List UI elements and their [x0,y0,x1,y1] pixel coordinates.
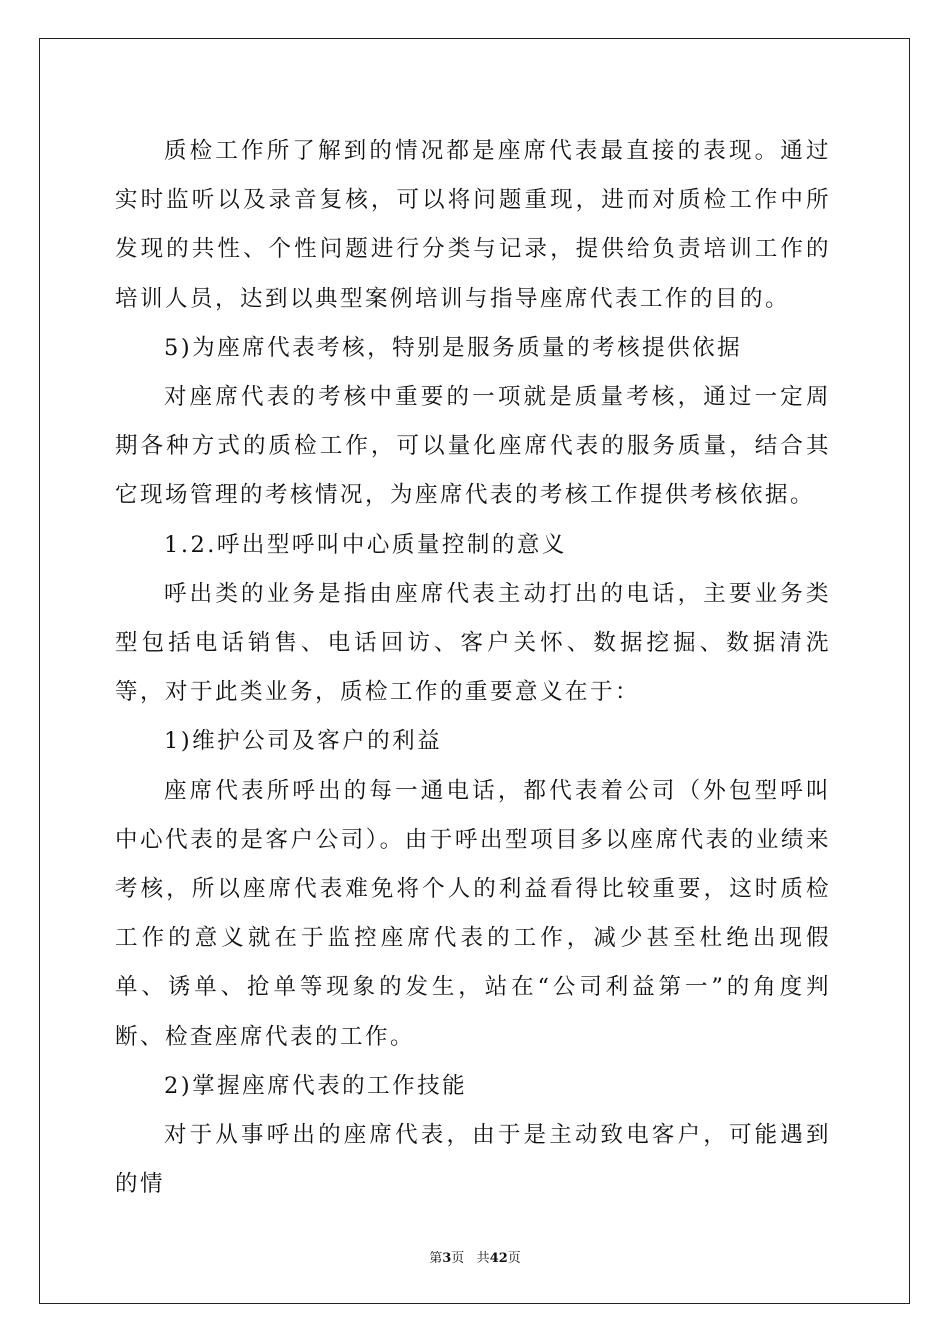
document-body [115,127,831,1209]
total-unit: 页 [507,1251,521,1266]
paragraph-quality-reflection: 质检工作所了解到的情况都是座席代表最直接的表现。通过实时监听以及录音复核，可以将问题重现，进而对质检工作中所发现的共性、个性问题进行分类与记录，提供给负责培训工作的培训人员，达到以典型案例培训与指导座席代表工作的目的。 [115,138,831,312]
total-prefix: 共 [476,1251,490,1266]
heading-outbound-significance: 1.2.呼出型呼叫中心质量控制的意义 [164,531,567,558]
page-prefix: 第 [429,1251,443,1266]
page-total: 42 [489,1251,508,1266]
paragraph-outbound-agents: 对于从事呼出的座席代表，由于是主动致电客户，可能遇到的情 [115,1122,831,1198]
page-current: 3 [442,1251,452,1266]
page-footer [0,1247,950,1266]
heading-protect-interests: 1)维护公司及客户的利益 [164,728,443,755]
heading-assessment-basis: 5)为座席代表考核，特别是服务质量的考核提供依据 [164,334,743,361]
heading-master-skills: 2)掌握座席代表的工作技能 [164,1072,468,1099]
paragraph-quality-assessment: 对座席代表的考核中重要的一项就是质量考核，通过一定周期各种方式的质检工作，可以量化座席代表的服务质量，结合其它现场管理的考核情况，为座席代表的考核工作提供考核依据。 [115,384,831,509]
paragraph-outbound-business: 呼出类的业务是指由座席代表主动打出的电话，主要业务类型包括电话销售、电话回访、客户关怀、数据挖掘、数据清洗等，对于此类业务，质检工作的重要意义在于： [115,580,831,706]
paragraph-protect-interests: 座席代表所呼出的每一通电话，都代表着公司（外包型呼叫中心代表的是客户公司）。由于呼出型项目多以座席代表的业绩来考核，所以座席代表难免将个人的利益看得比较重要，这时质检工作的意义就在于监控座席代表的工作，减少甚至杜绝出现假单、诱单、抢单等现象的发生，站在“公司利益第一”的角度判断、检查座席代表的工作。 [115,777,831,1050]
page-unit: 页 [451,1251,465,1266]
